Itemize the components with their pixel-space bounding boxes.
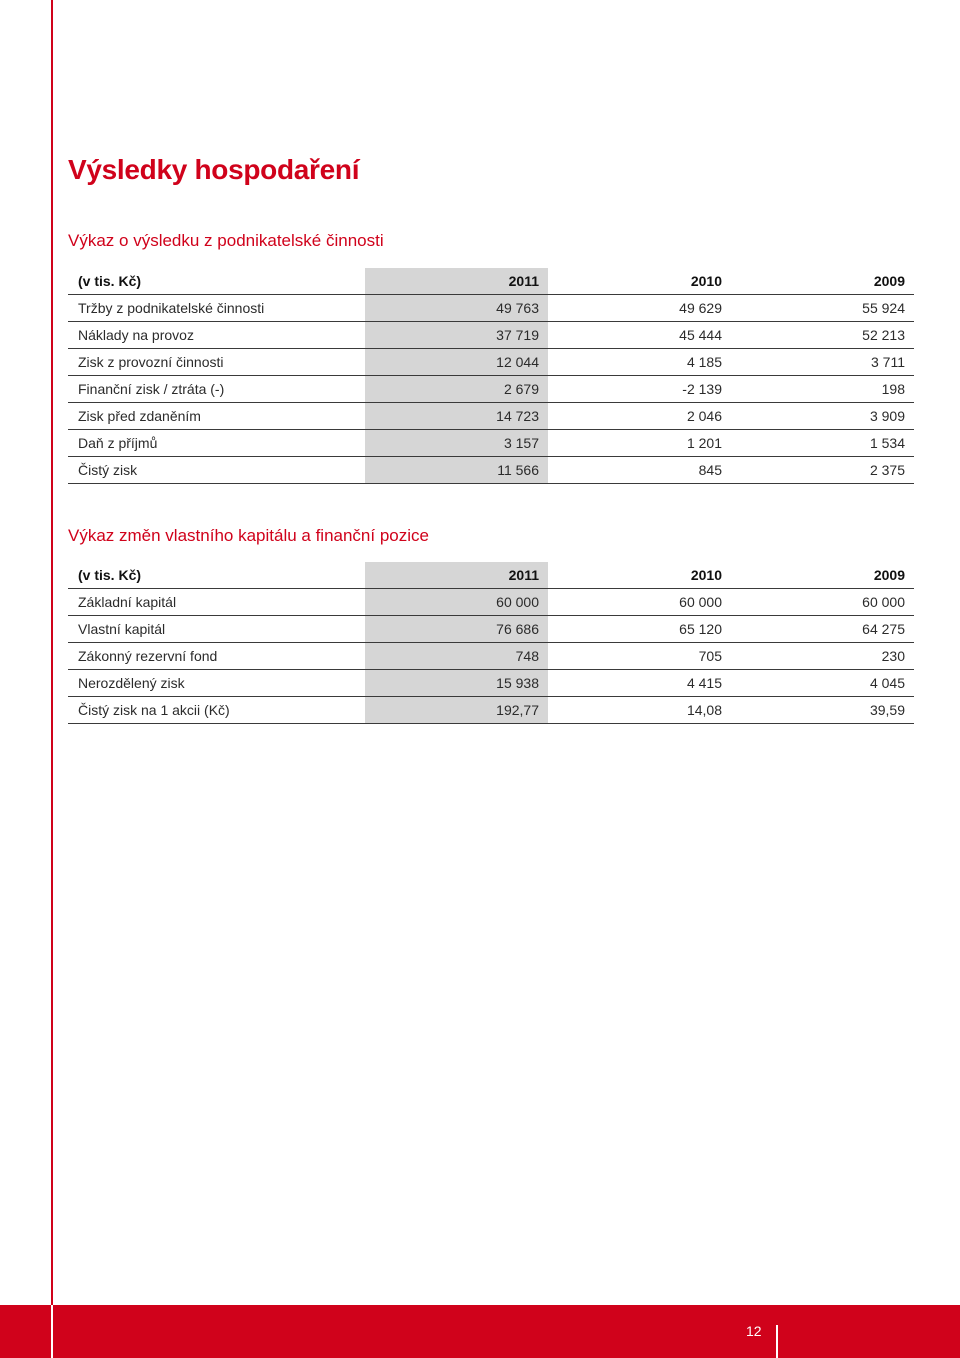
value-2011: 15 938: [365, 670, 548, 697]
value-2009: 230: [731, 643, 914, 670]
value-2010: 49 629: [548, 295, 731, 322]
page-title: Výsledky hospodaření: [68, 154, 360, 185]
value-2009: 4 045: [731, 670, 914, 697]
page-number-divider: [776, 1325, 778, 1358]
value-2009: 55 924: [731, 295, 914, 322]
value-2010: 2 046: [548, 403, 731, 430]
row-label: Nerozdělený zisk: [68, 670, 365, 697]
income-statement-table: [68, 268, 914, 484]
table-row: [68, 349, 914, 376]
header-year-2010: 2010: [548, 562, 731, 589]
table-row: [68, 589, 914, 616]
value-2009: 2 375: [731, 457, 914, 484]
header-unit-label: (v tis. Kč): [68, 268, 365, 295]
value-2011: 14 723: [365, 403, 548, 430]
table-row: [68, 430, 914, 457]
value-2010: 4 185: [548, 349, 731, 376]
value-2010: 4 415: [548, 670, 731, 697]
row-label: Vlastní kapitál: [68, 616, 365, 643]
table-row: [68, 376, 914, 403]
value-2011: 2 679: [365, 376, 548, 403]
footer-margin-rule: [51, 1305, 53, 1358]
margin-rule: [51, 0, 53, 1358]
table-row: [68, 295, 914, 322]
header-year-2010: 2010: [548, 268, 731, 295]
table-row: [68, 322, 914, 349]
value-2011: 12 044: [365, 349, 548, 376]
row-label: Zákonný rezervní fond: [68, 643, 365, 670]
header-unit-label: (v tis. Kč): [68, 562, 365, 589]
value-2010: 845: [548, 457, 731, 484]
value-2011: 49 763: [365, 295, 548, 322]
value-2009: 1 534: [731, 430, 914, 457]
value-2009: 60 000: [731, 589, 914, 616]
table-row: [68, 457, 914, 484]
value-2010: 705: [548, 643, 731, 670]
row-label: Finanční zisk / ztráta (-): [68, 376, 365, 403]
footer-bar: [0, 1305, 960, 1358]
value-2011: 748: [365, 643, 548, 670]
row-label: Zisk před zdaněním: [68, 403, 365, 430]
header-year-2009: 2009: [731, 562, 914, 589]
value-2009: 3 711: [731, 349, 914, 376]
value-2009: 39,59: [731, 697, 914, 724]
row-label: Daň z příjmů: [68, 430, 365, 457]
income-statement-title: Výkaz o výsledku z podnikatelské činnosti: [68, 231, 384, 250]
value-2011: 192,77: [365, 697, 548, 724]
table-row: [68, 403, 914, 430]
value-2009: 64 275: [731, 616, 914, 643]
value-2009: 198: [731, 376, 914, 403]
page-number: 12: [746, 1323, 762, 1339]
value-2010: 1 201: [548, 430, 731, 457]
value-2010: 65 120: [548, 616, 731, 643]
value-2010: 14,08: [548, 697, 731, 724]
header-year-2009: 2009: [731, 268, 914, 295]
row-label: Zisk z provozní činnosti: [68, 349, 365, 376]
table-header-row: [68, 268, 914, 295]
value-2011: 11 566: [365, 457, 548, 484]
table-row: [68, 643, 914, 670]
table-header-row: [68, 562, 914, 589]
value-2009: 52 213: [731, 322, 914, 349]
equity-statement-table: [68, 562, 914, 724]
value-2010: -2 139: [548, 376, 731, 403]
row-label: Základní kapitál: [68, 589, 365, 616]
header-year-2011: 2011: [365, 562, 548, 589]
header-year-2011: 2011: [365, 268, 548, 295]
value-2011: 76 686: [365, 616, 548, 643]
value-2010: 60 000: [548, 589, 731, 616]
row-label: Náklady na provoz: [68, 322, 365, 349]
value-2011: 60 000: [365, 589, 548, 616]
table-row: [68, 670, 914, 697]
equity-statement-title: Výkaz změn vlastního kapitálu a finanční pozice: [68, 526, 429, 545]
table-row: [68, 697, 914, 724]
value-2011: 37 719: [365, 322, 548, 349]
row-label: Čistý zisk: [68, 457, 365, 484]
row-label: Čistý zisk na 1 akcii (Kč): [68, 697, 365, 724]
value-2011: 3 157: [365, 430, 548, 457]
row-label: Tržby z podnikatelské činnosti: [68, 295, 365, 322]
value-2010: 45 444: [548, 322, 731, 349]
value-2009: 3 909: [731, 403, 914, 430]
table-row: [68, 616, 914, 643]
